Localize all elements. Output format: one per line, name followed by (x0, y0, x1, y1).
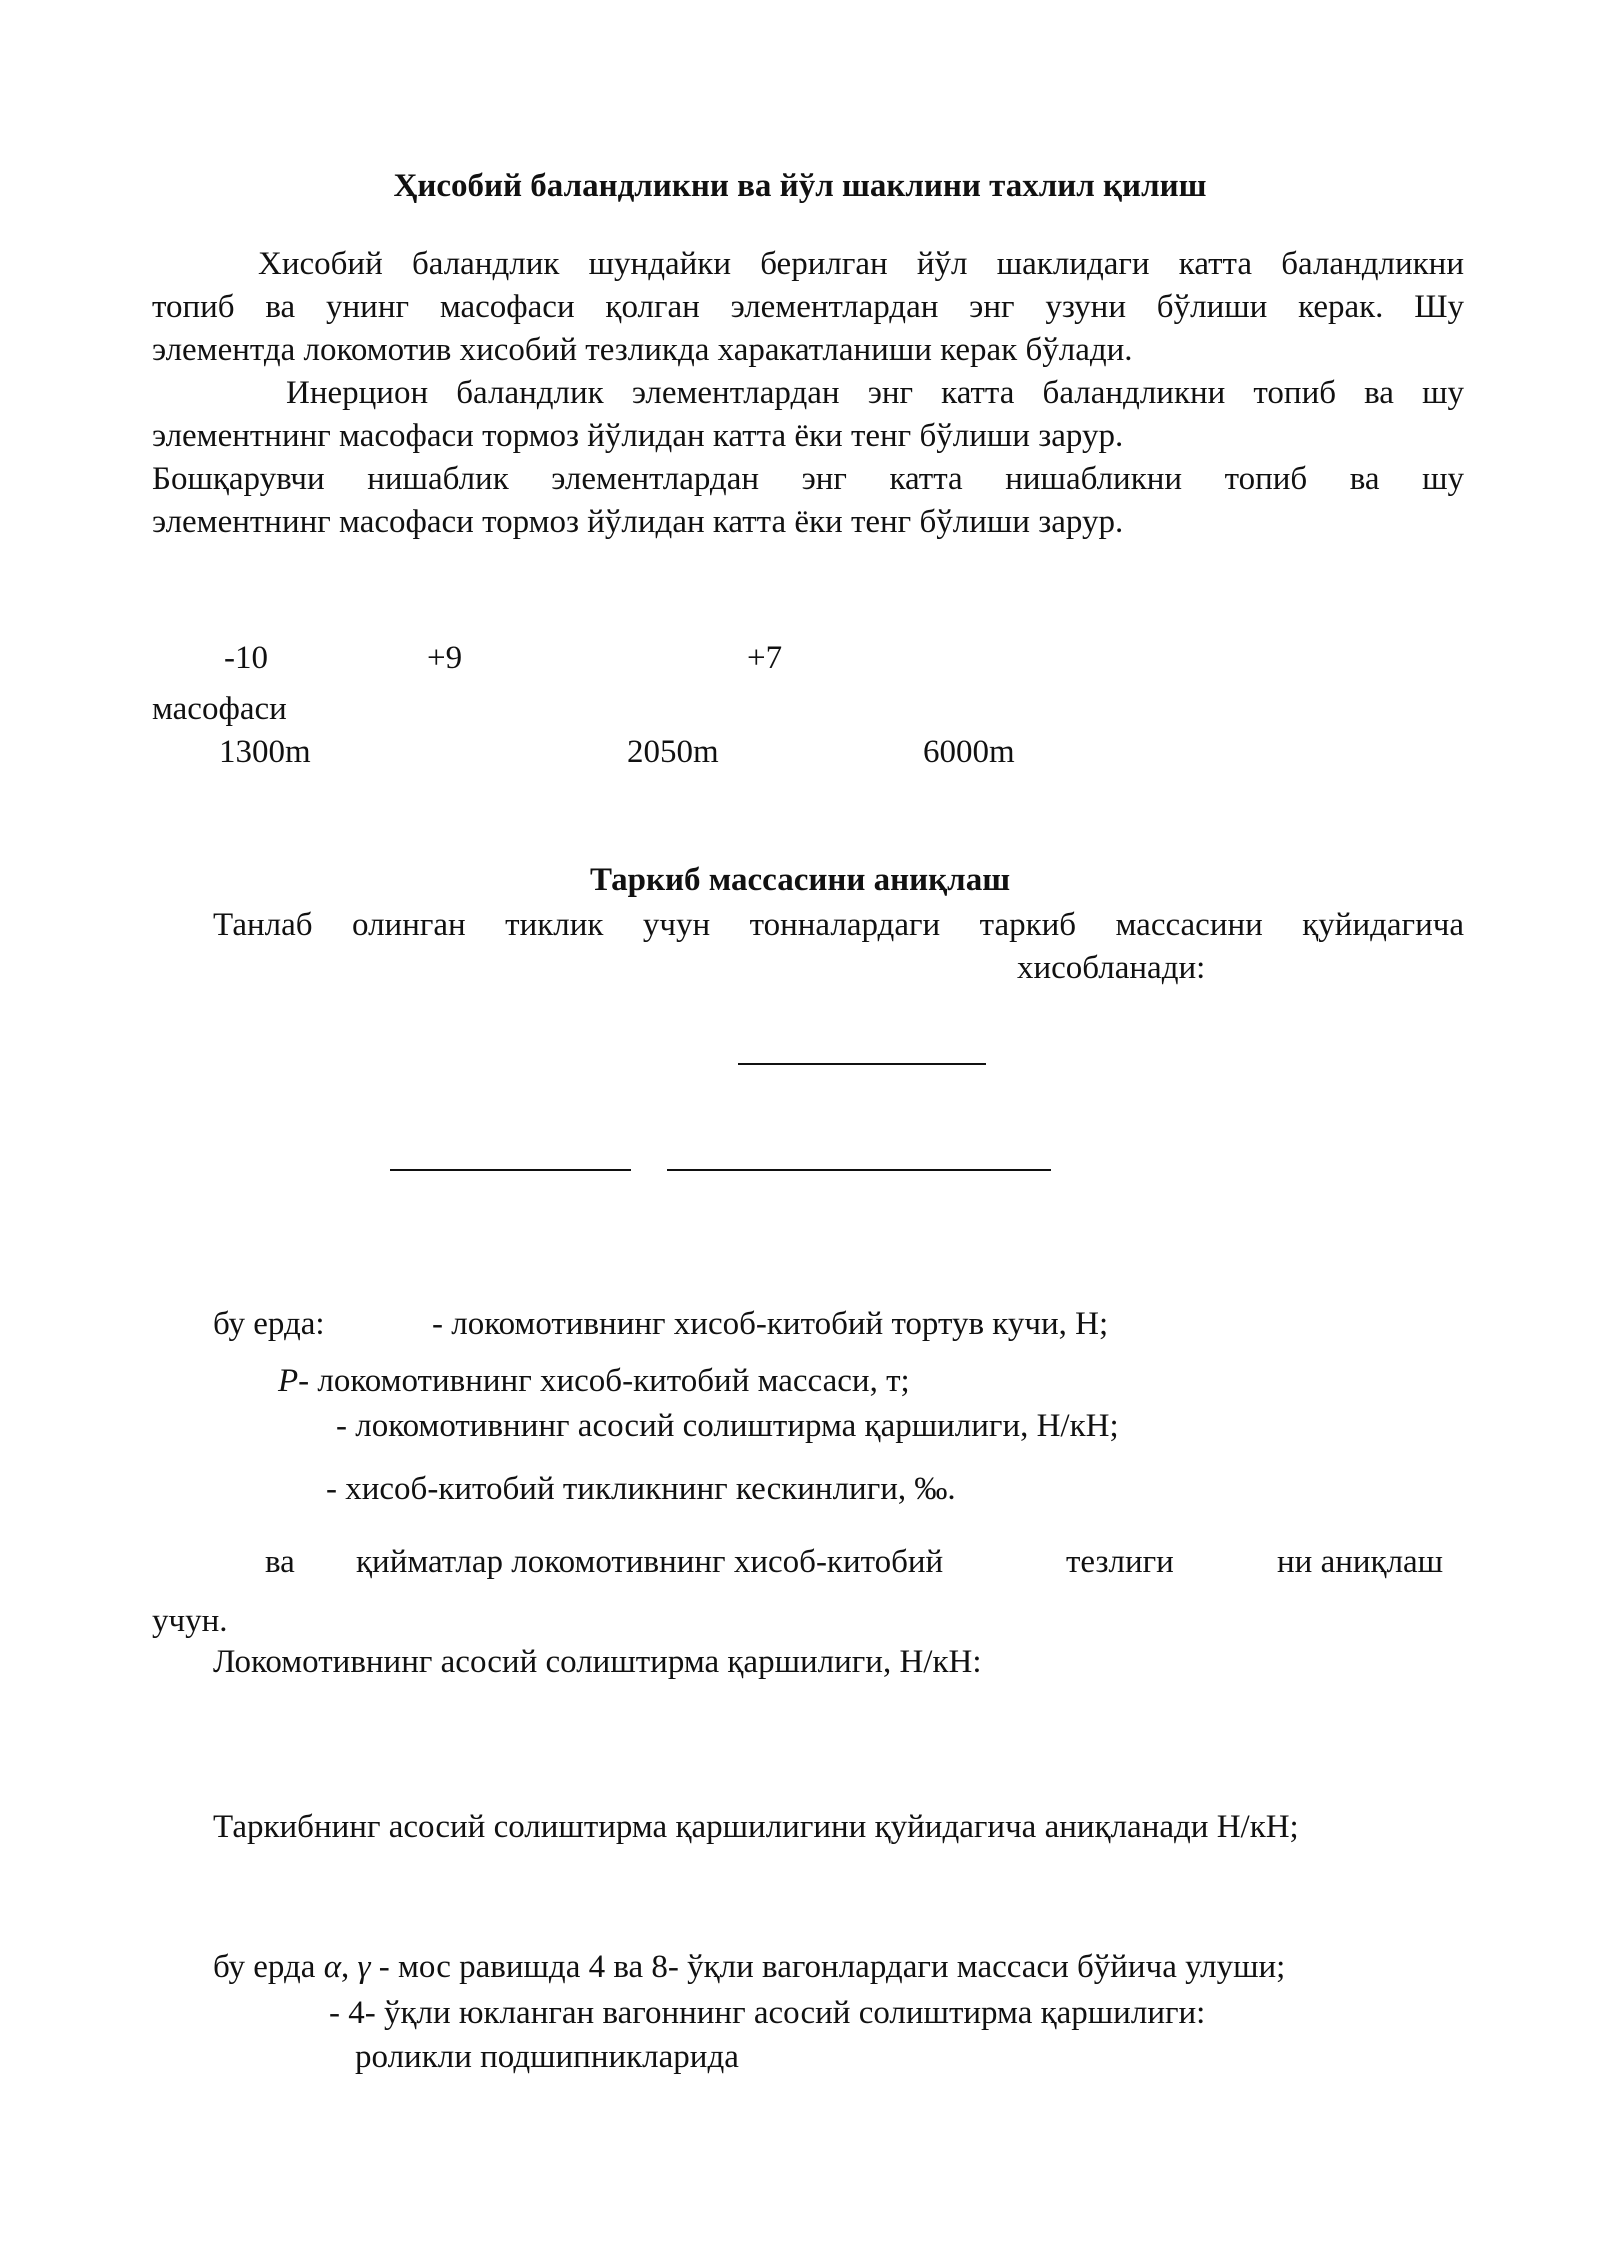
definition-grade-steepness: - хисоб-китобий тикликнинг кескинлиги, ‰. (326, 1471, 956, 1507)
section-title-train-mass: Таркиб массасини аниқлаш (589, 862, 1011, 898)
values-line-text: қийматлар локомотивнинг хисоб-китобий (356, 1544, 944, 1580)
definition-loco-mass (278, 1360, 910, 1403)
distance-value-1: 1300m (219, 734, 311, 770)
paragraph-mass-intro-line2: хисобланади: (1017, 950, 1206, 986)
alpha-gamma-prefix: бу ерда (213, 1949, 324, 1985)
paragraph-calc-grade-line1: Хисобий баландлик шундайки берилган йўл шаклидаги катта баландликни (258, 246, 1464, 282)
grade-label-3: +7 (747, 640, 783, 676)
train-resistance-heading: Таркибнинг асосий солиштирма қаршилигини қуйидагича аниқланади Н/кН; (213, 1809, 1299, 1845)
wagon-resistance-definition: - 4- ўқли юкланган вагоннинг асосий солиштирма қаршилиги: (329, 1995, 1206, 2031)
roller-bearings-label: роликли подшипникларида (355, 2039, 739, 2075)
definition-loco-mass-text: - локомотивнинг хисоб-китобий массаси, т; (298, 1363, 910, 1399)
alpha-gamma-rest: - мос равишда 4 ва 8- ўқли вагонлардаги массаси бўйича улуши; (370, 1949, 1286, 1985)
values-line-for: учун. (152, 1603, 228, 1639)
where-prefix: бу ерда: (213, 1306, 325, 1342)
definition-loco-resistance: - локомотивнинг асосий солиштирма қаршилиги, Н/кН; (336, 1408, 1119, 1444)
grade-label-1: -10 (224, 640, 268, 676)
distance-value-2: 2050m (627, 734, 719, 770)
definition-traction-force: - локомотивнинг хисоб-китобий тортув кучи, Н; (432, 1306, 1109, 1342)
paragraph-calc-grade-line2: топиб ва унинг масофаси қолган элементлардан энг узуни бўлиши керак. Шу (152, 289, 1464, 325)
loco-resistance-heading: Локомотивнинг асосий солиштирма қаршилиги, Н/кН: (213, 1644, 982, 1680)
symbol-comma: , (341, 1949, 358, 1985)
section-title-profile-analysis: Ҳисобий баландликни ва йўл шаклини тахлил қилиш (393, 168, 1207, 204)
formula-denominator-line-1 (390, 1169, 631, 1171)
paragraph-inertial-grade-line1: Инерцион баландлик элементлардан энг катта баландликни топиб ва шу (286, 375, 1464, 411)
paragraph-mass-intro-line1: Танлаб олинган тиклик учун тонналардаги таркиб массасини қуйидагича (213, 907, 1464, 943)
alpha-gamma-definition (213, 1946, 1285, 1989)
paragraph-ruling-grade-line2: элементнинг масофаси тормоз йўлидан катта ёки тенг бўлиши зарур. (152, 504, 1124, 540)
formula-denominator-line-2 (667, 1169, 1051, 1171)
symbol-alpha: α (323, 1949, 342, 1985)
paragraph-inertial-grade-line2: элементнинг масофаси тормоз йўлидан катта ёки тенг бўлиши зарур. (152, 418, 1124, 454)
distance-label: масофаси (152, 691, 287, 727)
grade-label-2: +9 (427, 640, 463, 676)
formula-fraction-line (738, 1063, 986, 1065)
symbol-p: Р (278, 1363, 299, 1399)
values-line-determine: ни аниқлаш (1277, 1544, 1444, 1580)
paragraph-calc-grade-line3: элементда локомотив хисобий тезликда харакатланиши керак бўлади. (152, 332, 1133, 368)
symbol-gamma: γ (357, 1949, 371, 1985)
values-line-speed: тезлиги (1066, 1544, 1174, 1580)
distance-value-3: 6000m (923, 734, 1015, 770)
values-line-and: ва (265, 1544, 295, 1580)
paragraph-ruling-grade-line1: Бошқарувчи нишаблик элементлардан энг катта нишабликни топиб ва шу (152, 461, 1464, 497)
